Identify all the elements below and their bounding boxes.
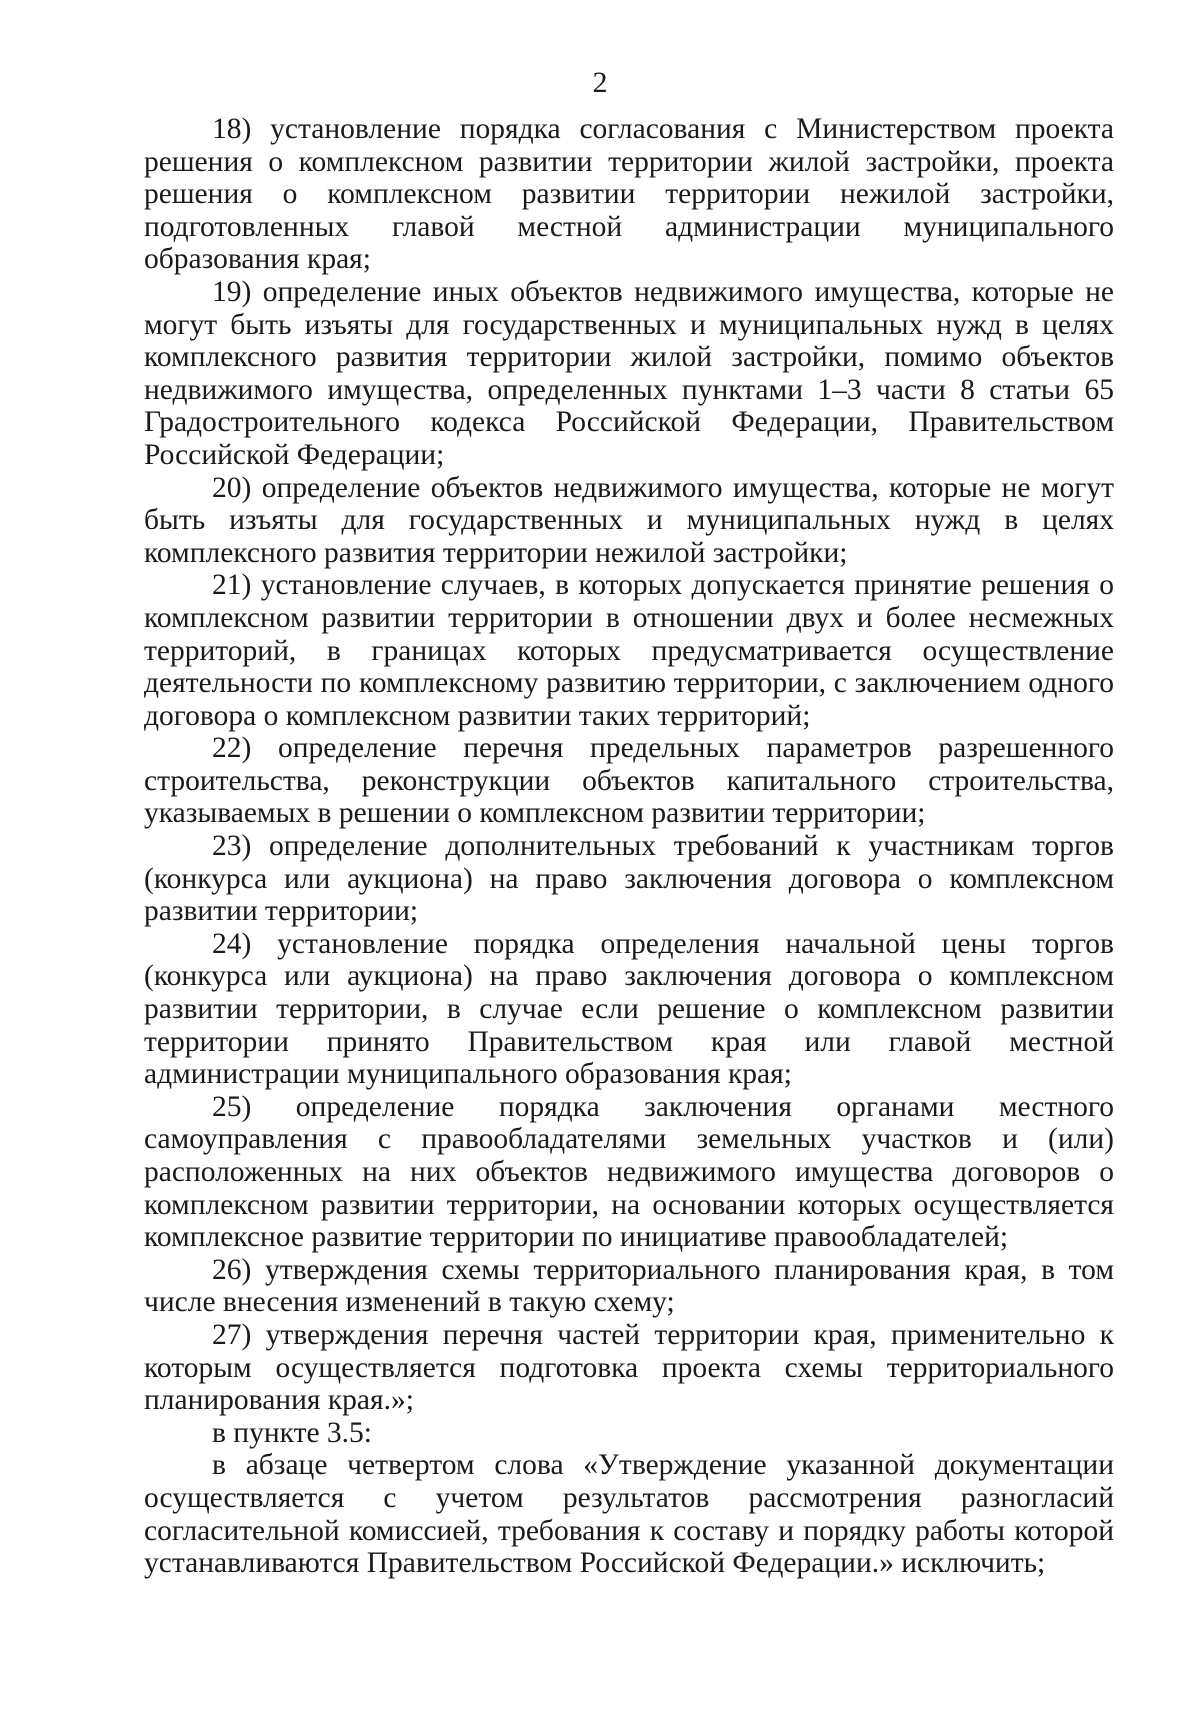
paragraph-item-19: 19) определение иных объектов недвижимого имущества, которые не могут быть изъяты для государственных и муниципальных нужд в целях комплексного развития территории жилой застройки, помимо объектов недвижимого имущества, определенных пунктами 1–3 части 8 статьи 65 Градостроительного кодекса Российской Федерации, Правительством Российской Федерации;	[144, 275, 1114, 471]
paragraph-point-3-5: в пункте 3.5:	[212, 1416, 373, 1449]
paragraph-item-25: 25) определение порядка заключения органами местного самоуправления с правообладателями земельных участков и (или) расположенных на них объектов недвижимого имущества договоров о комплексном развитии территории, на основании которых осуществляется комплексное развитие территории по инициативе правообладателей;	[144, 1090, 1114, 1254]
paragraph-item-20: 20) определение объектов недвижимого имущества, которые не могут быть изъяты для государственных и муниципальных нужд в целях комплексного развития территории нежилой застройки;	[144, 471, 1114, 569]
page-number: 2	[592, 66, 608, 99]
document-body	[144, 113, 1114, 1580]
paragraph-item-18: 18) установление порядка согласования с Министерством проекта решения о комплексном развитии территории жилой застройки, проекта решения о комплексном развитии территории нежилой застройки, подготовленных главой местной администрации муниципального образования края;	[144, 113, 1114, 276]
paragraph-item-23: 23) определение дополнительных требований к участникам торгов (конкурса или аукциона) на право заключения договора о комплексном развитии территории;	[144, 830, 1114, 928]
paragraph-item-27: 27) утверждения перечня частей территории края, применительно к которым осуществляется подготовка проекта схемы территориального планирования края.»;	[144, 1318, 1114, 1417]
paragraph-item-24: 24) установление порядка определения начальной цены торгов (конкурса или аукциона) на право заключения договора о комплексном развитии территории, в случае если решение о комплексном развитии территории принято Правительством края или главой местной администрации муниципального образования края;	[144, 927, 1114, 1091]
paragraph-amendment: в абзаце четвертом слова «Утверждение указанной документации осуществляется с учетом результатов рассмотрения разногласий согласительной комиссией, требования к составу и порядку работы которой устанавливаются Правительством Российской Федерации.» исключить;	[144, 1449, 1114, 1580]
paragraph-item-21: 21) установление случаев, в которых допускается принятие решения о комплексном развитии территории в отношении двух и более несмежных территорий, в границах которых предусматривается осуществление деятельности по комплексному развитию территории, с заключением одного договора о комплексном развитии таких территорий;	[144, 569, 1114, 732]
paragraph-item-26: 26) утверждения схемы территориального планирования края, в том числе внесения изменений в такую схему;	[144, 1253, 1114, 1319]
paragraph-item-22: 22) определение перечня предельных параметров разрешенного строительства, реконструкции объектов капитального строительства, указываемых в решении о комплексном развитии территории;	[144, 732, 1114, 830]
